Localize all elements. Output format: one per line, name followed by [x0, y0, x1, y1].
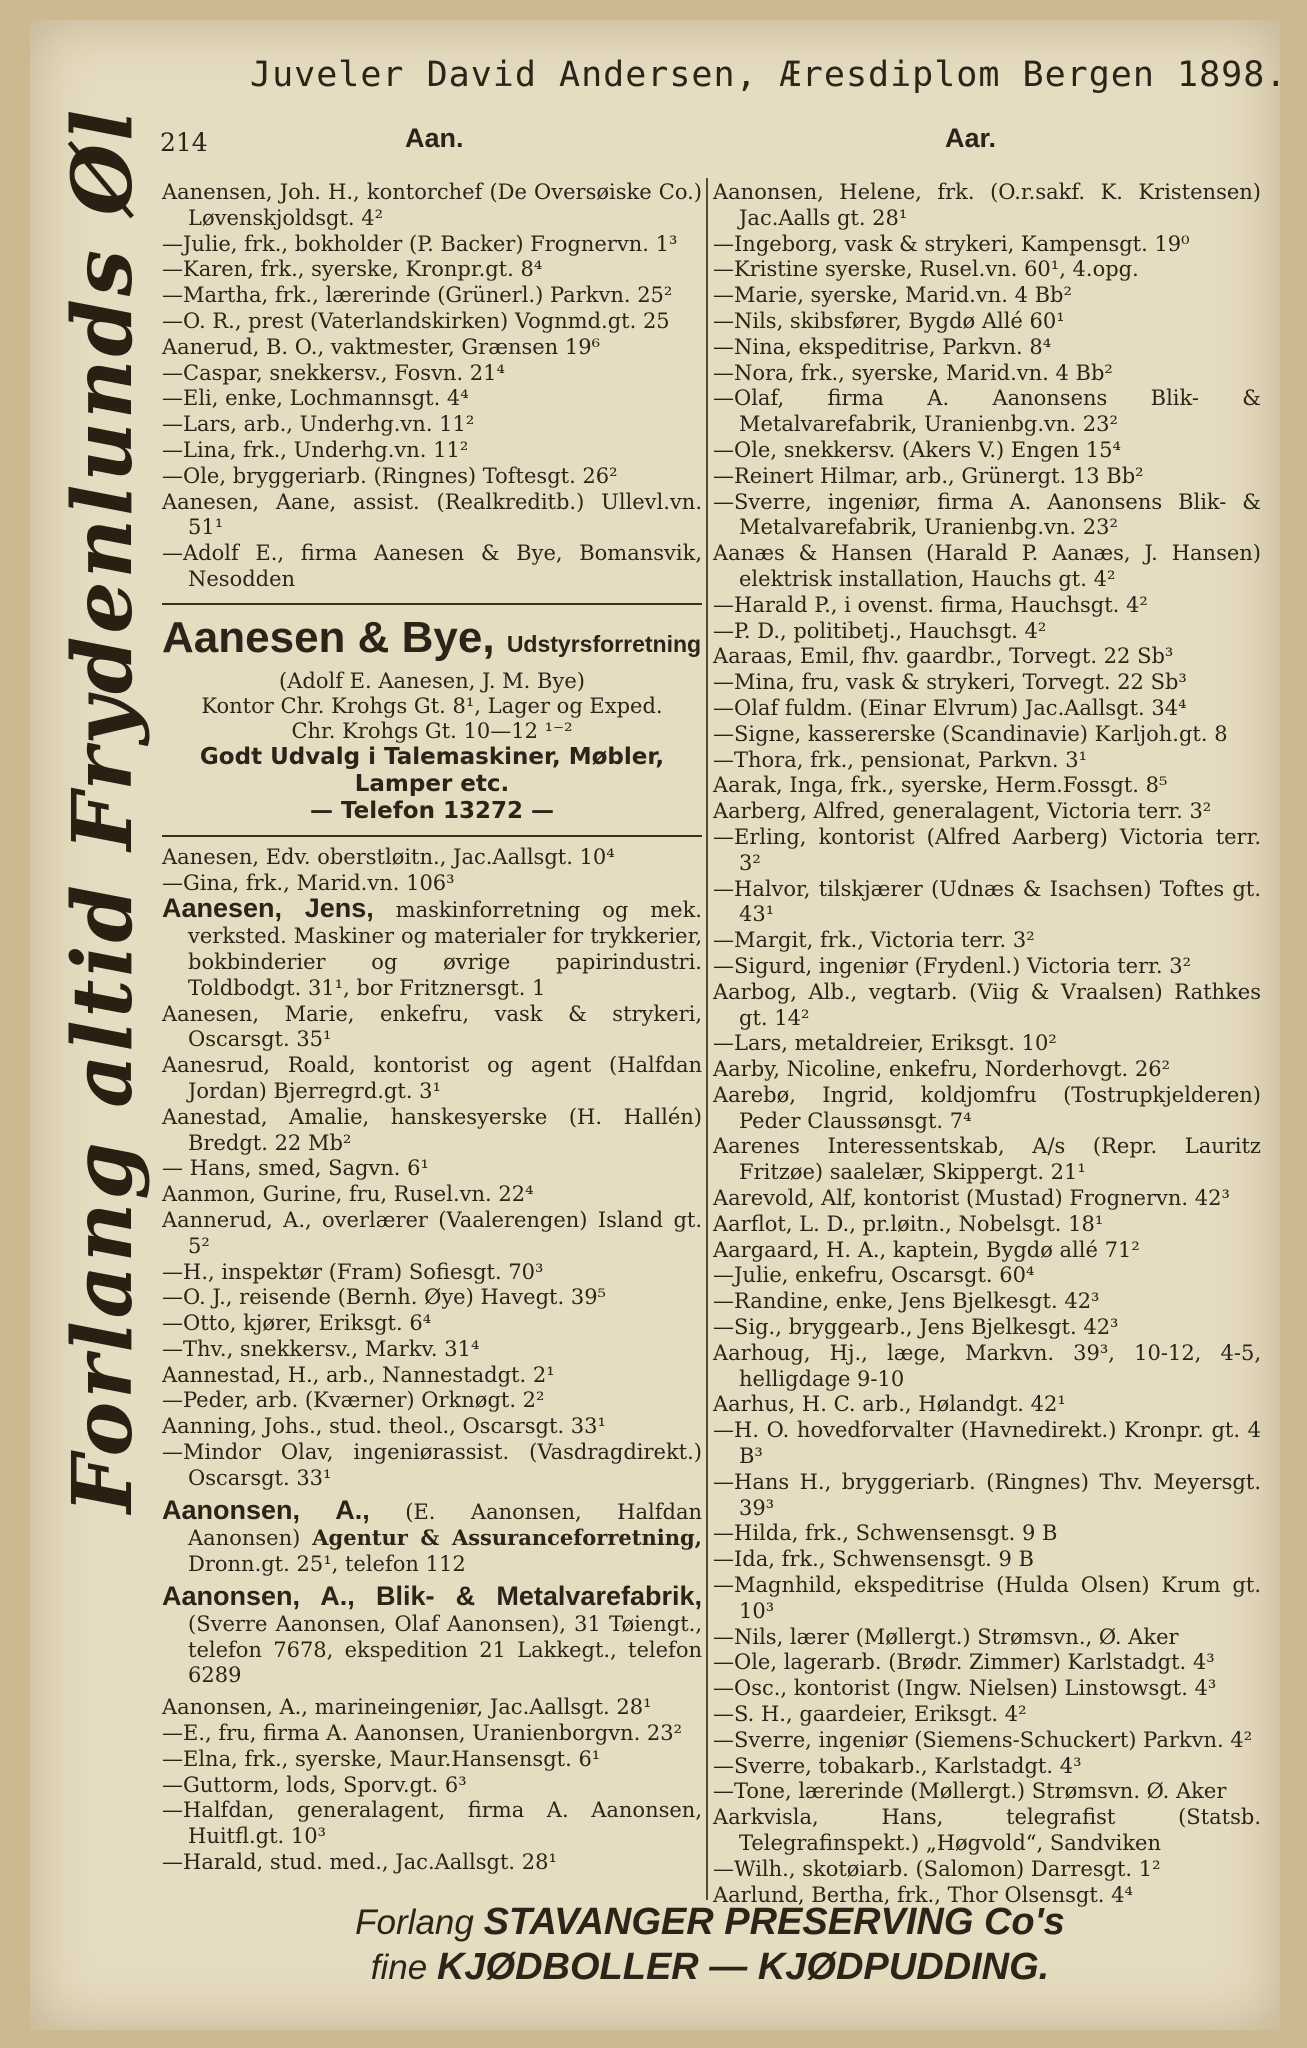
column-divider	[706, 178, 708, 1900]
directory-entry: —Sverre, ingeniør, firma A. Aanonsens Blik- & Metalvarefabrik, Uranienbg.vn. 23²	[713, 489, 1261, 540]
divider-rule	[162, 835, 702, 837]
directory-entry: —Caspar, snekkersv., Fosvn. 21⁴	[162, 360, 505, 385]
directory-entry: —Ingeborg, vask & strykeri, Kampensgt. 19⁰	[713, 231, 1190, 256]
directory-entry: —H., inspektør (Fram) Sofiesgt. 70³	[162, 1259, 544, 1284]
directory-entry: —Gina, frk., Marid.vn. 106³	[162, 870, 455, 895]
side-ad-text: Forlang altid Frydenlunds Øl	[55, 106, 151, 1514]
directory-entry: —Osc., kontorist (Ingw. Nielsen) Linstowsgt. 4³	[713, 1676, 1217, 1701]
directory-entry: —Nina, ekspeditrise, Parkvn. 8⁴	[713, 334, 1052, 359]
directory-entry: Aarby, Nicoline, enkefru, Norderhovgt. 26²	[713, 1057, 1170, 1082]
directory-entry: Aanning, Johs., stud. theol., Oscarsgt. 33¹	[162, 1414, 606, 1439]
left-column	[162, 180, 702, 1876]
directory-entry: Aanesen, Edv. oberstløitn., Jac.Aallsgt. 10⁴	[162, 844, 615, 869]
directory-entry: Aanensen, Joh. H., kontorchef (De Oversøiske Co.) Løvenskjoldsgt. 4²	[162, 180, 702, 230]
directory-entry: Aanæs & Hansen (Harald P. Aanæs, J. Hansen) elektrisk installation, Hauchs gt. 4²	[713, 541, 1261, 591]
directory-entry: —Lars, metaldreier, Eriksgt. 10²	[713, 1031, 1057, 1056]
directory-entry: —Otto, kjører, Eriksgt. 6⁴	[162, 1311, 432, 1336]
directory-entry: Aargaard, H. A., kaptein, Bygdø allé 71²	[713, 1237, 1140, 1262]
directory-entry: —Mindor Olav, ingeniørassist. (Vasdragdirekt.) Oscarsgt. 33¹	[162, 1440, 702, 1490]
directory-entry: —Margit, frk., Victoria terr. 3²	[713, 928, 1035, 953]
directory-entry: Aannestad, H., arb., Nannestadgt. 2¹	[162, 1362, 555, 1387]
ad-title-suffix: Udstyrsforretning	[506, 630, 702, 657]
directory-entry: —Reinert Hilmar, arb., Grünergt. 13 Bb²	[713, 463, 1144, 488]
right-column	[713, 180, 1261, 1908]
directory-entry: —Sigurd, ingeniør (Frydenl.) Victoria terr. 3²	[713, 953, 1192, 978]
directory-entry: —Kristine syerske, Rusel.vn. 60¹, 4.opg.	[713, 257, 1139, 282]
entry-group-c	[162, 1002, 702, 1492]
directory-entry: —Hilda, frk., Schwensensgt. 9 B	[713, 1521, 1058, 1546]
directory-entry: —Olaf fuldm. (Einar Elvrum) Jac.Aallsgt. 34⁴	[713, 695, 1187, 720]
directory-entry: —Ole, bryggeriarb. (Ringnes) Toftesgt. 26²	[162, 463, 618, 488]
directory-entry: —Julie, frk., bokholder (P. Backer) Frognervn. 1³	[162, 231, 678, 256]
directory-entry: —Signe, kassererske (Scandinavie) Karljoh.gt. 8	[713, 721, 1228, 746]
directory-entry: —Erling, kontorist (Alfred Aarberg) Victoria terr. 3²	[713, 824, 1261, 875]
directory-entry: Aanonsen, A., marineingeniør, Jac.Aallsgt. 28¹	[162, 1695, 652, 1720]
footer-line-1: Forlang STAVANGER PRESERVING Co's	[355, 1901, 1065, 1943]
directory-entry: Aarbog, Alb., vegtarb. (Viig & Vraalsen) Rathkes gt. 14²	[713, 979, 1261, 1030]
directory-entry: —Sverre, ingeniør (Siemens-Schuckert) Parkvn. 4²	[713, 1727, 1253, 1752]
directory-entry: Aarhoug, Hj., læge, Markvn. 39³, 10-12, 4-5, helligdage 9-10	[713, 1340, 1261, 1391]
directory-entry: —Martha, frk., lærerinde (Grünerl.) Parkvn. 25²	[162, 283, 673, 308]
directory-entry: Aarberg, Alfred, generalagent, Victoria terr. 3²	[713, 799, 1212, 824]
directory-entry: —Tone, lærerinde (Møllergt.) Strømsvn. Ø. Aker	[713, 1779, 1227, 1804]
column-head-right: Aar.	[945, 123, 997, 153]
entry-group-a	[162, 180, 702, 593]
directory-entry: Aarevold, Alf, kontorist (Mustad) Frognervn. 42³	[713, 1186, 1230, 1211]
ad-address-1: Kontor Chr. Krohgs Gt. 8¹, Lager og Exped.	[201, 693, 663, 718]
directory-entry: Aanesrud, Roald, kontorist og agent (Halfdan Jordan) Bjerregrd.gt. 3¹	[162, 1053, 702, 1103]
directory-entry: —Sig., bryggearb., Jens Bjelkesgt. 42³	[713, 1315, 1119, 1340]
directory-entry: —Olaf, firma A. Aanonsens Blik- & Metalvarefabrik, Uranienbg.vn. 23²	[713, 386, 1261, 437]
side-advertisement	[48, 106, 158, 1514]
footer-advertisement	[330, 1900, 1090, 1990]
directory-entry: —Guttorm, lods, Sporv.gt. 6³	[162, 1772, 467, 1797]
ad-phone: — Telefon 13272 —	[310, 797, 554, 824]
directory-entry: Aarenes Interessentskab, A/s (Repr. Lauritz Fritzøe) saalelær, Skippergt. 21¹	[713, 1134, 1261, 1185]
ad-slogan-2: Lamper etc.	[354, 770, 510, 797]
directory-entry: —Ida, frk., Schwensensgt. 9 B	[713, 1547, 1034, 1572]
entry-aanonsen-blikfabrik: Aanonsen, A., Blik- & Metalvarefabrik, (Sverre Aanonsen, Olaf Aanonsen), 31 Tøiengt., telefon 7678, ekspedition 21 Lakkegt., telefon 6289	[162, 1581, 702, 1688]
entry-aanonsen-agentur: Aanonsen, A., (E. Aanonsen, Halfdan Aanonsen) Agentur & Assuranceforretning, Dronn.gt. 25¹, telefon 112	[162, 1494, 702, 1577]
directory-entry: —Nora, frk., syerske, Marid.vn. 4 Bb²	[713, 360, 1113, 385]
ad-owners: (Adolf E. Aanesen, J. M. Bye)	[279, 668, 585, 693]
directory-entry: —Randine, enke, Jens Bjelkesgt. 42³	[713, 1289, 1100, 1314]
directory-entry: —H. O. hovedforvalter (Havnedirekt.) Kronpr. gt. 4 B³	[713, 1418, 1261, 1469]
entry-group-d	[162, 1695, 702, 1876]
ad-slogan: Godt Udvalg i Talemaskiner, Møbler,	[199, 743, 665, 770]
directory-entry: — Hans, smed, Sagvn. 6¹	[162, 1156, 429, 1181]
directory-entry: Aarlund, Bertha, frk., Thor Olsensgt. 4⁴	[713, 1882, 1133, 1907]
directory-entry: Aarflot, L. D., pr.løitn., Nobelsgt. 18¹	[713, 1211, 1104, 1236]
directory-entry: Aanerud, B. O., vaktmester, Grænsen 19⁶	[162, 334, 601, 359]
directory-entry: —Lars, arb., Underhg.vn. 11²	[162, 412, 475, 437]
ad-address-2: Chr. Krohgs Gt. 10—12 ¹⁻²	[291, 718, 573, 743]
directory-entry: Aarak, Inga, frk., syerske, Herm.Fossgt. 8⁵	[713, 773, 1168, 798]
directory-entry: —Julie, enkefru, Oscarsgt. 60⁴	[713, 1263, 1035, 1288]
directory-entry: —Lina, frk., Underhg.vn. 11²	[162, 437, 469, 462]
directory-entry: Aanesen, Marie, enkefru, vask & strykeri, Oscarsgt. 35¹	[162, 1001, 702, 1052]
directory-entry: —Thv., snekkersv., Markv. 31⁴	[162, 1336, 480, 1361]
footer-line-2: fine KJØDBOLLER — KJØDPUDDING.	[370, 1946, 1050, 1988]
directory-entry: —Hans H., bryggeriarb. (Ringnes) Thv. Meyersgt. 39³	[713, 1469, 1261, 1520]
directory-entry: —Nils, skibsfører, Bygdø Allé 60¹	[713, 308, 1065, 333]
page-number: 214	[160, 128, 208, 157]
ad-title	[162, 613, 702, 669]
directory-entry: —Halfdan, generalagent, firma A. Aanonsen, Huitfl.gt. 10³	[162, 1798, 702, 1849]
directory-entry: —Mina, fru, vask & strykeri, Torvegt. 22 Sb³	[713, 670, 1187, 695]
directory-entry: —Ole, snekkersv. (Akers V.) Engen 15⁴	[713, 437, 1121, 462]
directory-entry: —Adolf E., firma Aanesen & Bye, Bomansvik, Nesodden	[162, 541, 702, 591]
directory-entry: Aanestad, Amalie, hanskesyerske (H. Hallén) Bredgt. 22 Mb²	[162, 1104, 702, 1155]
directory-entry: —O. J., reisende (Bernh. Øye) Havegt. 39⁵	[162, 1285, 606, 1310]
directory-entry: Aarebø, Ingrid, koldjomfru (Tostrupkjelderen) Peder Claussønsgt. 7⁴	[713, 1082, 1261, 1133]
directory-entry: —Peder, arb. (Kværner) Orknøgt. 2²	[162, 1388, 545, 1413]
directory-entry: —P. D., politibetj., Hauchsgt. 4²	[713, 618, 1047, 643]
directory-entry: —Sverre, tobakarb., Karlstadgt. 4³	[713, 1753, 1082, 1778]
column-head-left: Aan.	[405, 123, 464, 153]
entry-aanesen-jens: Aanesen, Jens, maskinforretning og mek. verksted. Maskiner og materialer for trykkerier, bokbinderier og øvrige papirindustri. Toldbodgt. 31¹, bor Fritznersgt. 1	[162, 893, 702, 1000]
directory-entry: —E., fru, firma A. Aanonsen, Uranienborgvn. 23²	[162, 1721, 683, 1746]
advertisement-aanesen-bye	[162, 613, 702, 825]
directory-entry: Aarhus, H. C. arb., Hølandgt. 42¹	[713, 1392, 1066, 1417]
directory-entry: —Halvor, tilskjærer (Udnæs & Isachsen) Toftes gt. 43¹	[713, 876, 1261, 927]
directory-entry: Aarkvisla, Hans, telegrafist (Statsb. Telegrafinspekt.) „Høgvold“, Sandviken	[713, 1805, 1261, 1855]
directory-entry: —Magnhild, ekspeditrise (Hulda Olsen) Krum gt. 10³	[713, 1573, 1261, 1623]
directory-entry: —O. R., prest (Vaterlandskirken) Vognmd.gt. 25	[162, 308, 670, 333]
directory-entry: —S. H., gaardeier, Eriksgt. 4²	[713, 1702, 1027, 1727]
directory-entry: —Nils, lærer (Møllergt.) Strømsvn., Ø. Aker	[713, 1624, 1179, 1649]
directory-entry: Aanesen, Aane, assist. (Realkreditb.) Ullevl.vn. 51¹	[162, 489, 702, 540]
directory-entry: Aaraas, Emil, fhv. gaardbr., Torvegt. 22 Sb³	[713, 644, 1174, 669]
page-header: Juveler David Andersen, Æresdiplom Bergen 1898.	[250, 55, 1288, 95]
directory-entry: —Harald, stud. med., Jac.Aallsgt. 28¹	[162, 1850, 557, 1875]
directory-entry: Aannerud, A., overlærer (Vaalerengen) Island gt. 5²	[162, 1207, 702, 1258]
ad-title-name: Aanesen & Bye,	[162, 612, 495, 662]
divider-rule	[162, 603, 702, 605]
directory-entry: —Thora, frk., pensionat, Parkvn. 3¹	[713, 747, 1088, 772]
directory-entry: Aanmon, Gurine, fru, Rusel.vn. 22⁴	[162, 1182, 534, 1207]
directory-entry: —Wilh., skotøiarb. (Salomon) Darresgt. 1²	[713, 1856, 1161, 1881]
directory-entry: —Marie, syerske, Marid.vn. 4 Bb²	[713, 283, 1072, 308]
directory-entry: —Elna, frk., syerske, Maur.Hansensgt. 6¹	[162, 1746, 601, 1771]
entry-group-b	[162, 845, 702, 897]
directory-entry: —Eli, enke, Lochmannsgt. 4⁴	[162, 386, 469, 411]
directory-entry: —Karen, frk., syerske, Kronpr.gt. 8⁴	[162, 257, 543, 282]
entry-group-right	[713, 180, 1261, 1908]
directory-entry: —Ole, lagerarb. (Brødr. Zimmer) Karlstadgt. 4³	[713, 1650, 1215, 1675]
directory-entry: Aanonsen, Helene, frk. (O.r.sakf. K. Kristensen) Jac.Aalls gt. 28¹	[713, 180, 1261, 230]
directory-entry: —Harald P., i ovenst. firma, Hauchsgt. 4²	[713, 592, 1148, 617]
